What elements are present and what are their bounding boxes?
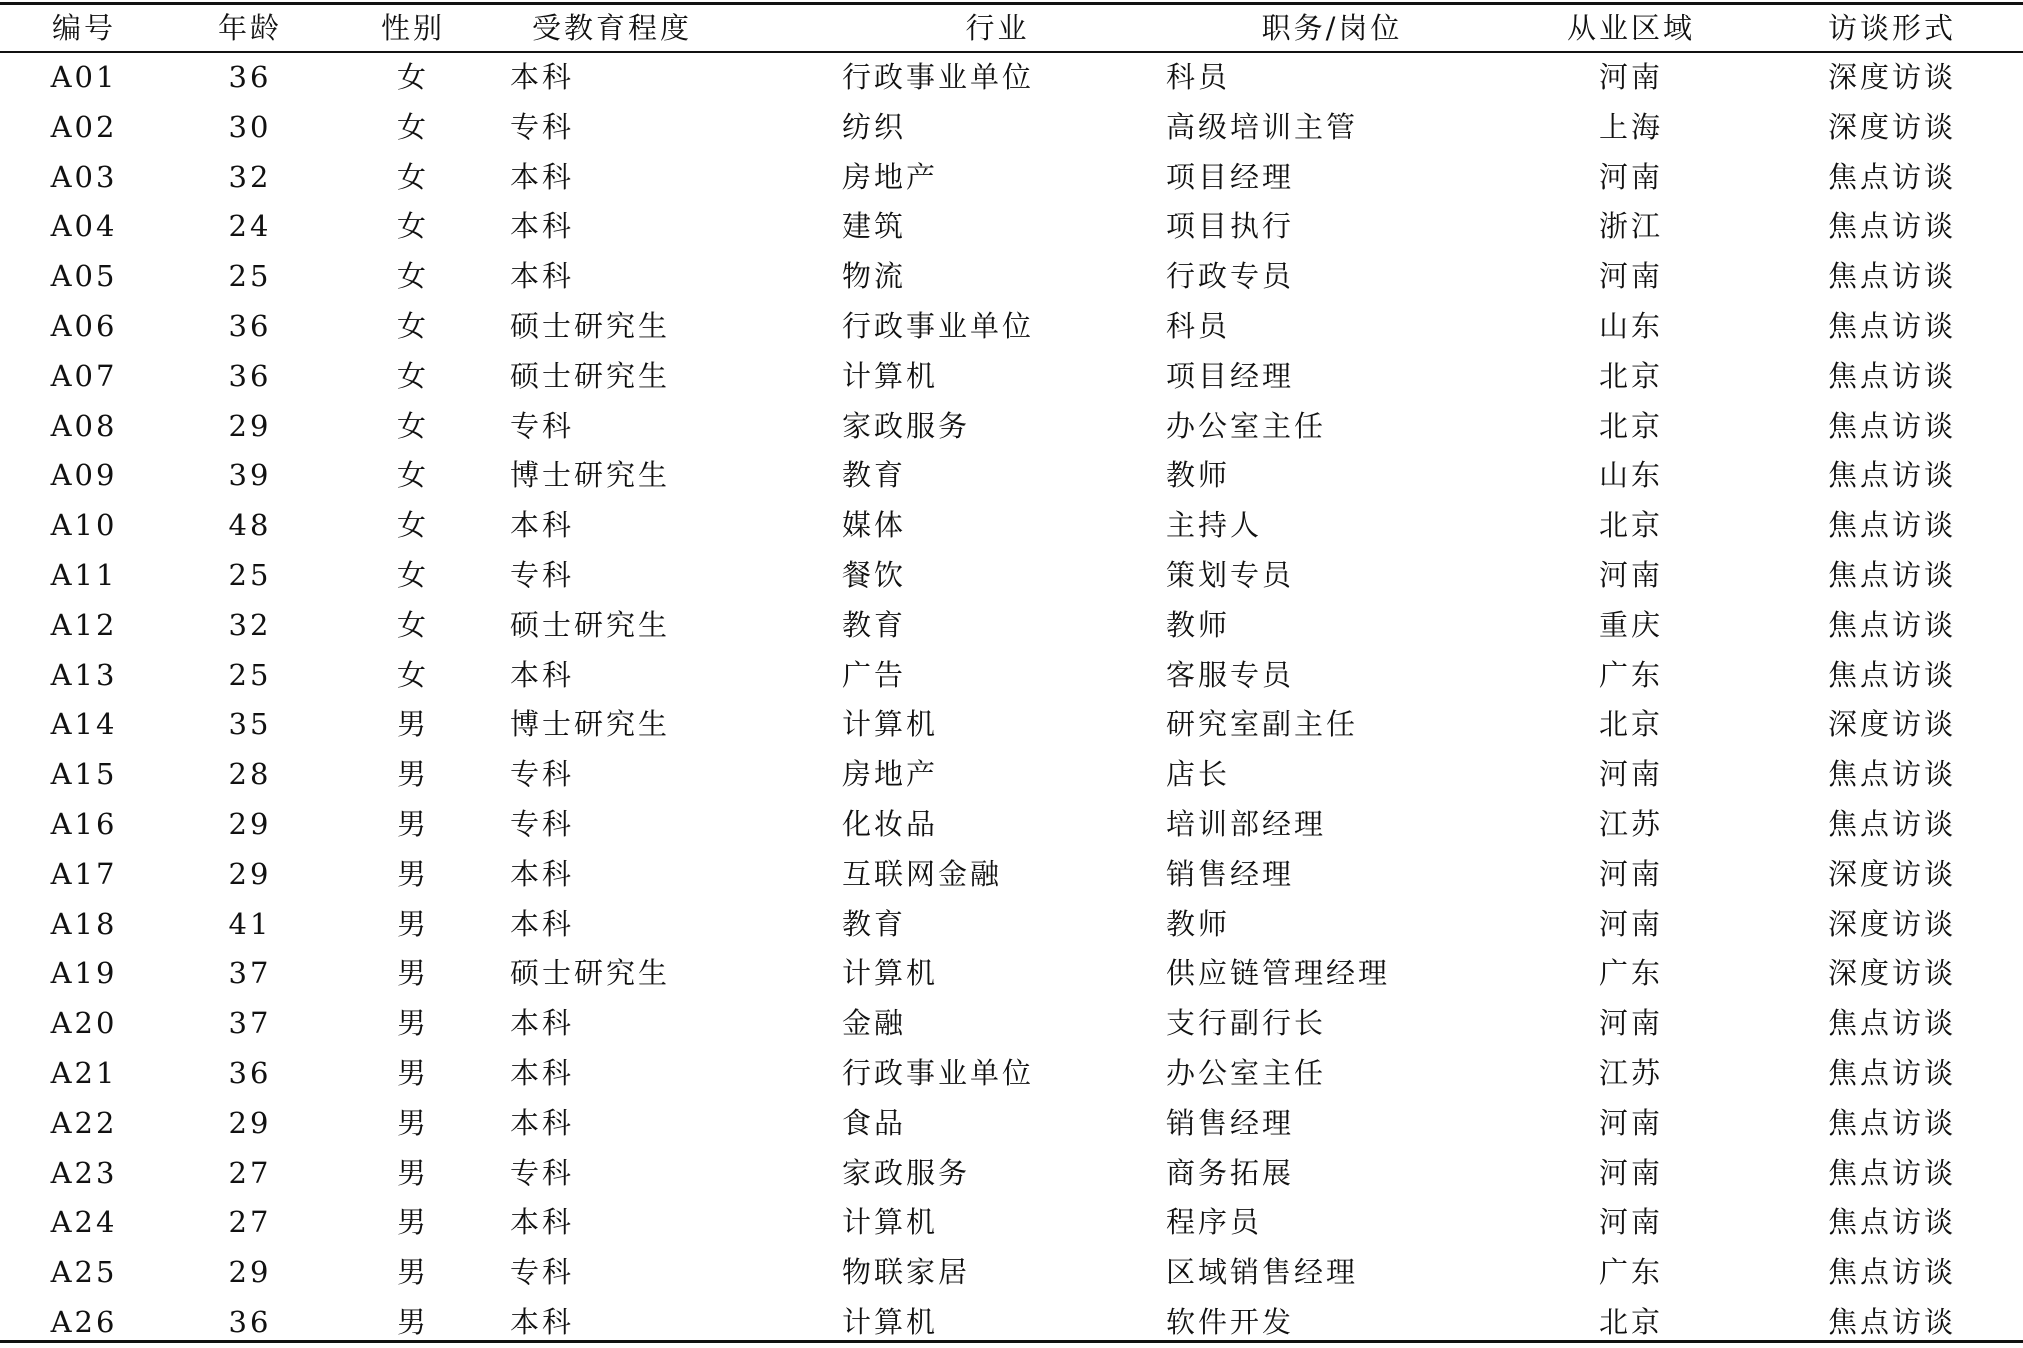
cell-education: 本科 <box>510 1006 575 1041</box>
cell-industry: 计算机 <box>842 1205 939 1240</box>
cell-education: 专科 <box>510 1255 575 1290</box>
cell-position: 行政专员 <box>1166 259 1295 294</box>
cell-interview-form: 焦点访谈 <box>1827 358 1956 393</box>
cell-id: A08 <box>50 408 118 443</box>
cell-education: 本科 <box>510 1105 575 1140</box>
cell-age: 27 <box>228 1205 272 1240</box>
cell-region: 河南 <box>1598 856 1663 891</box>
cell-id: A07 <box>50 358 118 393</box>
cell-id: A02 <box>50 109 118 144</box>
cell-position: 支行副行长 <box>1166 1006 1327 1041</box>
cell-id: A11 <box>50 557 118 592</box>
cell-position: 科员 <box>1166 308 1231 343</box>
cell-position: 店长 <box>1166 757 1231 792</box>
table-row <box>0 1049 2023 1099</box>
cell-id: A26 <box>50 1304 118 1339</box>
cell-id: A04 <box>50 209 118 244</box>
cell-position: 供应链管理经理 <box>1166 956 1391 991</box>
cell-education: 博士研究生 <box>510 458 671 493</box>
cell-position: 客服专员 <box>1166 657 1295 692</box>
cell-education: 本科 <box>510 906 575 941</box>
cell-age: 29 <box>228 1255 272 1290</box>
cell-interview-form: 焦点访谈 <box>1827 1255 1956 1290</box>
cell-industry: 家政服务 <box>842 1155 971 1190</box>
cell-interview-form: 焦点访谈 <box>1827 1055 1956 1090</box>
cell-age: 29 <box>228 856 272 891</box>
cell-position: 高级培训主管 <box>1166 109 1359 144</box>
cell-age: 36 <box>228 358 272 393</box>
cell-position: 主持人 <box>1166 508 1263 543</box>
cell-age: 29 <box>228 806 272 841</box>
cell-education: 本科 <box>510 60 575 94</box>
cell-position: 商务拓展 <box>1166 1155 1295 1190</box>
cell-age: 36 <box>228 1304 272 1339</box>
cell-industry: 计算机 <box>842 1304 939 1339</box>
cell-education: 专科 <box>510 109 575 144</box>
cell-region: 河南 <box>1598 557 1663 592</box>
cell-industry: 教育 <box>842 458 907 493</box>
cell-region: 河南 <box>1598 1006 1663 1041</box>
cell-gender: 女 <box>396 458 429 493</box>
cell-region: 河南 <box>1598 159 1663 194</box>
cell-industry: 教育 <box>842 906 907 941</box>
cell-id: A12 <box>50 607 118 642</box>
cell-region: 北京 <box>1598 1304 1663 1339</box>
cell-education: 硕士研究生 <box>510 358 671 393</box>
cell-region: 重庆 <box>1598 607 1663 642</box>
cell-id: A06 <box>50 308 118 343</box>
cell-id: A23 <box>50 1155 118 1190</box>
cell-position: 办公室主任 <box>1166 1055 1327 1090</box>
cell-age: 48 <box>228 508 272 543</box>
cell-age: 28 <box>228 757 272 792</box>
cell-region: 广东 <box>1598 956 1663 991</box>
table-row <box>0 451 2023 501</box>
cell-gender: 男 <box>396 1055 429 1090</box>
cell-industry: 计算机 <box>842 358 939 393</box>
cell-position: 项目执行 <box>1166 209 1295 244</box>
cell-id: A05 <box>50 259 118 294</box>
cell-age: 29 <box>228 1105 272 1140</box>
table-row <box>0 402 2023 452</box>
cell-industry: 教育 <box>842 607 907 642</box>
cell-industry: 计算机 <box>842 707 939 742</box>
cell-region: 山东 <box>1598 458 1663 493</box>
cell-age: 25 <box>228 259 272 294</box>
cell-industry: 建筑 <box>842 209 907 244</box>
cell-education: 本科 <box>510 1055 575 1090</box>
table-row <box>0 850 2023 900</box>
cell-position: 销售经理 <box>1166 1105 1295 1140</box>
cell-gender: 女 <box>396 358 429 393</box>
cell-age: 39 <box>228 458 272 493</box>
cell-education: 本科 <box>510 1205 575 1240</box>
cell-region: 北京 <box>1598 358 1663 393</box>
interviewee-table <box>0 5 2023 1348</box>
cell-position: 区域销售经理 <box>1166 1255 1359 1290</box>
table-row <box>0 601 2023 651</box>
cell-position: 研究室副主任 <box>1166 707 1359 742</box>
cell-education: 本科 <box>510 856 575 891</box>
cell-gender: 女 <box>396 109 429 144</box>
cell-id: A10 <box>50 508 118 543</box>
cell-industry: 计算机 <box>842 956 939 991</box>
cell-industry: 行政事业单位 <box>842 60 1035 94</box>
cell-industry: 物联家居 <box>842 1255 971 1290</box>
table-row <box>0 51 2023 103</box>
cell-id: A18 <box>50 906 118 941</box>
cell-education: 专科 <box>510 1155 575 1190</box>
table-row <box>0 800 2023 850</box>
cell-position: 项目经理 <box>1166 159 1295 194</box>
cell-interview-form: 焦点访谈 <box>1827 458 1956 493</box>
cell-education: 专科 <box>510 557 575 592</box>
cell-age: 25 <box>228 557 272 592</box>
header-education: 受教育程度 <box>532 11 693 45</box>
cell-region: 河南 <box>1598 757 1663 792</box>
cell-interview-form: 焦点访谈 <box>1827 1155 1956 1190</box>
cell-position: 教师 <box>1166 458 1231 493</box>
cell-interview-form: 焦点访谈 <box>1827 757 1956 792</box>
cell-age: 37 <box>228 956 272 991</box>
cell-education: 专科 <box>510 806 575 841</box>
header-region: 从业区域 <box>1566 11 1695 45</box>
cell-gender: 女 <box>396 607 429 642</box>
cell-education: 硕士研究生 <box>510 956 671 991</box>
cell-interview-form: 焦点访谈 <box>1827 308 1956 343</box>
cell-id: A15 <box>50 757 118 792</box>
cell-age: 37 <box>228 1006 272 1041</box>
cell-region: 江苏 <box>1598 806 1663 841</box>
table-row <box>0 302 2023 352</box>
cell-education: 本科 <box>510 1304 575 1339</box>
cell-gender: 男 <box>396 1255 429 1290</box>
cell-interview-form: 焦点访谈 <box>1827 607 1956 642</box>
table-row <box>0 202 2023 252</box>
cell-gender: 男 <box>396 757 429 792</box>
cell-interview-form: 焦点访谈 <box>1827 259 1956 294</box>
cell-industry: 房地产 <box>842 159 939 194</box>
header-interview-form: 访谈形式 <box>1827 11 1956 45</box>
cell-interview-form: 焦点访谈 <box>1827 1006 1956 1041</box>
cell-id: A09 <box>50 458 118 493</box>
cell-region: 浙江 <box>1598 209 1663 244</box>
cell-id: A03 <box>50 159 118 194</box>
cell-education: 专科 <box>510 408 575 443</box>
cell-gender: 女 <box>396 557 429 592</box>
table-row <box>0 949 2023 999</box>
cell-region: 广东 <box>1598 657 1663 692</box>
cell-gender: 男 <box>396 906 429 941</box>
cell-position: 销售经理 <box>1166 856 1295 891</box>
cell-interview-form: 焦点访谈 <box>1827 508 1956 543</box>
cell-gender: 男 <box>396 1304 429 1339</box>
table-row <box>0 1149 2023 1199</box>
table-row <box>0 1248 2023 1298</box>
table-header-row <box>0 5 2023 51</box>
table-row <box>0 352 2023 402</box>
table-row <box>0 1298 2023 1348</box>
table-row <box>0 153 2023 203</box>
cell-industry: 食品 <box>842 1105 907 1140</box>
cell-interview-form: 深度访谈 <box>1827 60 1956 94</box>
cell-region: 河南 <box>1598 1205 1663 1240</box>
cell-gender: 男 <box>396 1006 429 1041</box>
cell-id: A01 <box>50 60 118 94</box>
cell-age: 36 <box>228 308 272 343</box>
table-row <box>0 750 2023 800</box>
table-body <box>0 51 2023 1348</box>
cell-industry: 金融 <box>842 1006 907 1041</box>
cell-age: 35 <box>228 707 272 742</box>
table-row <box>0 1198 2023 1248</box>
table-row <box>0 900 2023 950</box>
cell-education: 博士研究生 <box>510 707 671 742</box>
cell-id: A25 <box>50 1255 118 1290</box>
cell-interview-form: 焦点访谈 <box>1827 408 1956 443</box>
cell-age: 24 <box>228 209 272 244</box>
table-row <box>0 700 2023 750</box>
cell-position: 培训部经理 <box>1166 806 1327 841</box>
cell-interview-form: 深度访谈 <box>1827 856 1956 891</box>
cell-position: 项目经理 <box>1166 358 1295 393</box>
cell-gender: 女 <box>396 259 429 294</box>
cell-age: 32 <box>228 159 272 194</box>
cell-region: 山东 <box>1598 308 1663 343</box>
cell-region: 北京 <box>1598 707 1663 742</box>
cell-age: 30 <box>228 109 272 144</box>
header-id: 编号 <box>51 11 116 45</box>
cell-gender: 男 <box>396 1205 429 1240</box>
cell-education: 本科 <box>510 657 575 692</box>
cell-education: 硕士研究生 <box>510 607 671 642</box>
cell-interview-form: 深度访谈 <box>1827 707 1956 742</box>
cell-position: 教师 <box>1166 607 1231 642</box>
header-industry: 行业 <box>965 11 1030 45</box>
cell-id: A14 <box>50 707 118 742</box>
cell-interview-form: 深度访谈 <box>1827 109 1956 144</box>
cell-age: 25 <box>228 657 272 692</box>
cell-industry: 化妆品 <box>842 806 939 841</box>
cell-region: 河南 <box>1598 60 1663 94</box>
cell-region: 河南 <box>1598 906 1663 941</box>
cell-region: 上海 <box>1598 109 1663 144</box>
table-row <box>0 501 2023 551</box>
cell-position: 科员 <box>1166 60 1231 94</box>
cell-industry: 广告 <box>842 657 907 692</box>
cell-gender: 男 <box>396 1105 429 1140</box>
cell-position: 办公室主任 <box>1166 408 1327 443</box>
cell-id: A24 <box>50 1205 118 1240</box>
cell-gender: 男 <box>396 806 429 841</box>
cell-gender: 女 <box>396 60 429 94</box>
cell-gender: 女 <box>396 657 429 692</box>
cell-industry: 行政事业单位 <box>842 308 1035 343</box>
cell-education: 本科 <box>510 209 575 244</box>
cell-education: 专科 <box>510 757 575 792</box>
cell-age: 36 <box>228 1055 272 1090</box>
cell-interview-form: 焦点访谈 <box>1827 657 1956 692</box>
cell-id: A20 <box>50 1006 118 1041</box>
cell-interview-form: 深度访谈 <box>1827 906 1956 941</box>
table-row <box>0 551 2023 601</box>
header-position: 职务/岗位 <box>1261 11 1403 45</box>
cell-gender: 女 <box>396 159 429 194</box>
cell-gender: 女 <box>396 308 429 343</box>
cell-id: A16 <box>50 806 118 841</box>
cell-region: 河南 <box>1598 259 1663 294</box>
cell-region: 北京 <box>1598 508 1663 543</box>
cell-id: A17 <box>50 856 118 891</box>
cell-interview-form: 焦点访谈 <box>1827 159 1956 194</box>
cell-age: 29 <box>228 408 272 443</box>
cell-industry: 行政事业单位 <box>842 1055 1035 1090</box>
header-gender: 性别 <box>380 11 445 45</box>
cell-industry: 纺织 <box>842 109 907 144</box>
header-age: 年龄 <box>217 11 282 45</box>
cell-industry: 家政服务 <box>842 408 971 443</box>
cell-gender: 男 <box>396 1155 429 1190</box>
cell-industry: 房地产 <box>842 757 939 792</box>
cell-education: 硕士研究生 <box>510 308 671 343</box>
cell-position: 策划专员 <box>1166 557 1295 592</box>
table-row <box>0 651 2023 701</box>
cell-id: A19 <box>50 956 118 991</box>
cell-gender: 男 <box>396 956 429 991</box>
cell-age: 41 <box>228 906 272 941</box>
cell-industry: 餐饮 <box>842 557 907 592</box>
table-row <box>0 1099 2023 1149</box>
cell-gender: 男 <box>396 707 429 742</box>
cell-interview-form: 焦点访谈 <box>1827 1105 1956 1140</box>
table-row <box>0 103 2023 153</box>
cell-industry: 互联网金融 <box>842 856 1003 891</box>
cell-interview-form: 深度访谈 <box>1827 956 1956 991</box>
cell-interview-form: 焦点访谈 <box>1827 209 1956 244</box>
cell-industry: 媒体 <box>842 508 907 543</box>
cell-gender: 女 <box>396 408 429 443</box>
cell-gender: 女 <box>396 508 429 543</box>
cell-interview-form: 焦点访谈 <box>1827 806 1956 841</box>
cell-education: 本科 <box>510 259 575 294</box>
cell-interview-form: 焦点访谈 <box>1827 1304 1956 1339</box>
cell-region: 河南 <box>1598 1105 1663 1140</box>
table-row <box>0 999 2023 1049</box>
cell-education: 本科 <box>510 159 575 194</box>
cell-position: 教师 <box>1166 906 1231 941</box>
cell-age: 36 <box>228 60 272 94</box>
cell-region: 北京 <box>1598 408 1663 443</box>
cell-position: 软件开发 <box>1166 1304 1295 1339</box>
cell-interview-form: 焦点访谈 <box>1827 557 1956 592</box>
cell-position: 程序员 <box>1166 1205 1263 1240</box>
cell-id: A22 <box>50 1105 118 1140</box>
cell-gender: 男 <box>396 856 429 891</box>
cell-region: 广东 <box>1598 1255 1663 1290</box>
cell-region: 江苏 <box>1598 1055 1663 1090</box>
cell-industry: 物流 <box>842 259 907 294</box>
cell-age: 27 <box>228 1155 272 1190</box>
table-row <box>0 252 2023 302</box>
cell-age: 32 <box>228 607 272 642</box>
cell-id: A13 <box>50 657 118 692</box>
cell-education: 本科 <box>510 508 575 543</box>
cell-gender: 女 <box>396 209 429 244</box>
cell-id: A21 <box>50 1055 118 1090</box>
cell-region: 河南 <box>1598 1155 1663 1190</box>
cell-interview-form: 焦点访谈 <box>1827 1205 1956 1240</box>
